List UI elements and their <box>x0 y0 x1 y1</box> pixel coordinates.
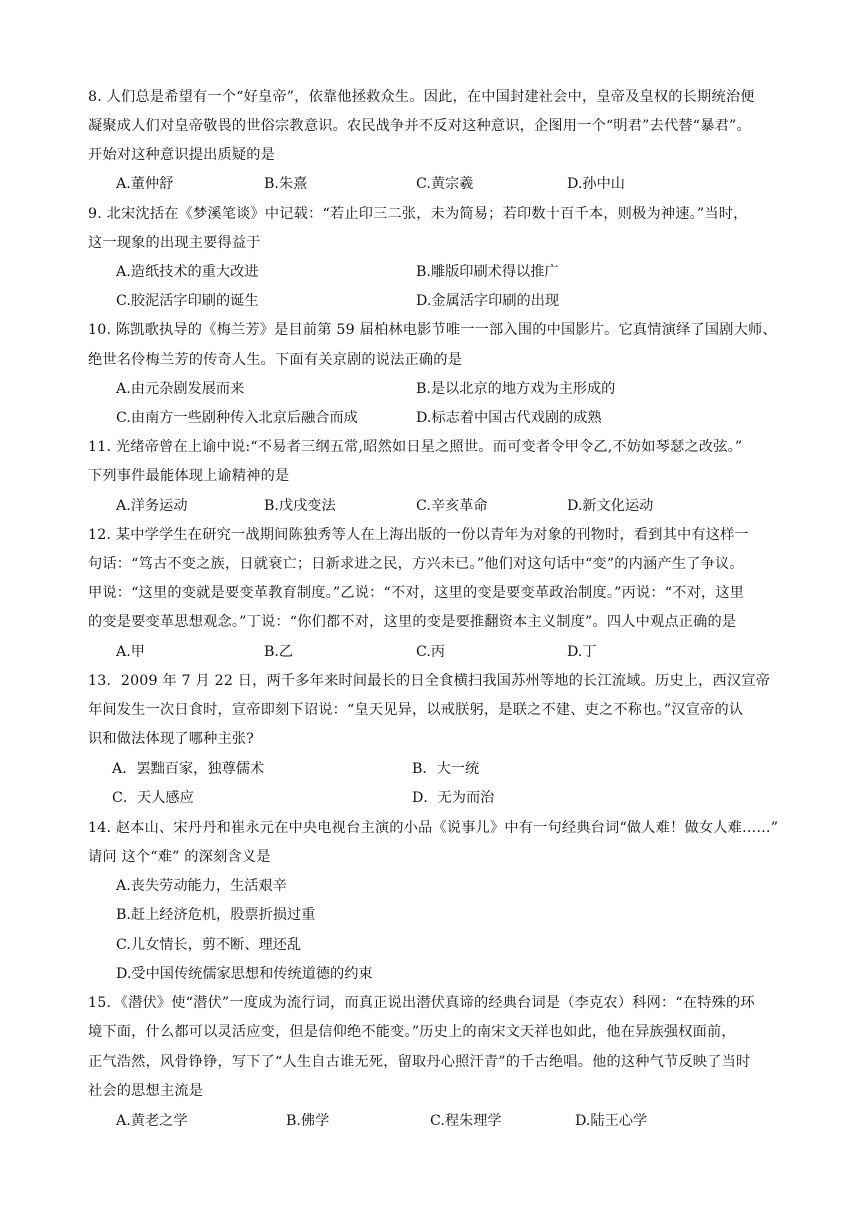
question-10-text-line-1: 10. 陈凯歌执导的《梅兰芳》是目前第 59 届柏林电影节唯一一部入围的中国影片。它真情演绎了国剧大师、 <box>88 322 777 338</box>
question-15-text-line-2: 境下面，什么都可以灵活应变，但是信仰绝不能变。”历史上的南宋文天祥也如此，他在异族强权面前， <box>88 1024 736 1040</box>
question-15-text-line-4: 社会的思想主流是 <box>88 1083 204 1099</box>
question-12-text-line-1: 12. 某中学学生在研究一战期间陈独秀等人在上海出版的一份以青年为对象的刊物时，看到其中有这样一 <box>88 527 749 543</box>
question-14-option-a: A.丧失劳动能力，生活艰辛 <box>116 878 287 894</box>
question-10-option-d: D.标志着中国古代戏剧的成熟 <box>416 410 602 426</box>
question-13-option-a: A．罢黜百家，独尊儒术 <box>112 761 265 777</box>
question-12-option-c: C.丙 <box>416 644 446 660</box>
question-15-text-line-3: 正气浩然，风骨铮铮，写下了“人生自古谁无死，留取丹心照汗青”的千古绝唱。他的这种气节反映了当时 <box>88 1054 751 1070</box>
question-8-option-d: D.孙中山 <box>567 176 625 192</box>
question-11-option-b: B.戊戌变法 <box>264 498 336 514</box>
question-14-text-line-1: 14. 赵本山、宋丹丹和崔永元在中央电视台主演的小品《说事儿》中有一句经典台词“做人难！做女人难……” <box>88 820 779 836</box>
question-8-text-line-1: 8. 人们总是希望有一个“好皇帝”，依靠他拯救众生。因此，在中国封建社会中，皇帝及皇权的长期统治便 <box>88 89 755 105</box>
question-8-option-a: A.董仲舒 <box>116 176 174 192</box>
question-15-text-line-1: 15．《潜伏》使“潜伏”一度成为流行词，而真正说出潜伏真谛的经典台词是（李克农）科网：“在特殊的环 <box>88 995 755 1011</box>
question-8-option-b: B.朱熹 <box>264 176 308 192</box>
question-11-option-c: C.辛亥革命 <box>416 498 488 514</box>
question-10-option-b: B.是以北京的地方戏为主形成的 <box>416 381 616 397</box>
question-14-option-c: C.儿女情长，剪不断、理还乱 <box>116 937 302 953</box>
question-12-text-line-2: 句话：“笃古不变之族，日就衰亡；日新求进之民，方兴未已。”他们对这句话中“变”的内涵产生了争议。 <box>88 556 744 572</box>
question-9-option-c: C.胶泥活字印刷的诞生 <box>116 293 259 309</box>
question-13-text-line-1: 13．2009 年 7 月 22 日，两千多年来时间最长的日全食横扫我国苏州等地的长江流域。历史上，西汉宣帝 <box>88 673 771 689</box>
question-13-option-b: B．大一统 <box>412 761 480 777</box>
question-9-option-a: A.造纸技术的重大改进 <box>116 264 259 280</box>
question-9-option-b: B.雕版印刷术得以推广 <box>416 264 559 280</box>
question-8-text-line-3: 开始对这种意识提出质疑的是 <box>88 147 276 163</box>
question-14-option-d: D.受中国传统儒家思想和传统道德的约束 <box>116 966 373 982</box>
question-8-option-c: C.黄宗羲 <box>416 176 474 192</box>
question-10-option-a: A.由元杂剧发展而来 <box>116 381 245 397</box>
question-13-text-line-2: 年间发生一次日食时，宣帝即刻下诏说：“皇天见异，以戒朕躬，是联之不建、吏之不称也。”汉宣帝的认 <box>88 702 744 718</box>
question-12-text-line-3: 甲说：“这里的变就是要变革教育制度。”乙说：“不对，这里的变是要变革政治制度。”丙说：“不对，这里 <box>88 585 745 601</box>
question-13-option-d: D．无为而治 <box>412 790 495 806</box>
question-9-text-line-2: 这一现象的出现主要得益于 <box>88 235 261 251</box>
question-14-text-line-2: 请问 这个“难” 的深刻含义是 <box>88 849 271 865</box>
question-12-text-line-4: 的变是要变革思想观念。”丁说：“你们都不对，这里的变是要推翻资本主义制度”。四人中观点正确的是 <box>88 614 737 630</box>
question-12-option-b: B.乙 <box>264 644 294 660</box>
question-15-option-a: A.黄老之学 <box>116 1113 188 1129</box>
question-10-option-c: C.由南方一些剧种传入北京后融合而成 <box>116 410 358 426</box>
question-10-text-line-2: 绝世名伶梅兰芳的传奇人生。下面有关京剧的说法正确的是 <box>88 352 463 368</box>
question-15-option-b: B.佛学 <box>286 1113 330 1129</box>
question-14-option-b: B.赶上经济危机，股票折损过重 <box>116 907 316 923</box>
question-8-text-line-2: 凝聚成人们对皇帝敬畏的世俗宗教意识。农民战争并不反对这种意识，企图用一个“明君”去代替“暴君”。 <box>88 118 751 134</box>
question-11-text-line-2: 下列事件最能体现上谕精神的是 <box>88 468 290 484</box>
question-12-option-a: A.甲 <box>116 644 145 660</box>
question-9-text-line-1: 9. 北宋沈括在《梦溪笔谈》中记载：“若止印三二张，未为简易；若印数十百千本，则极为神速。”当时， <box>88 206 748 222</box>
question-15-option-c: C.程朱理学 <box>430 1113 502 1129</box>
question-13-text-line-3: 识和做法体现了哪种主张? <box>88 731 255 747</box>
question-13-option-c: C．天人感应 <box>112 790 194 806</box>
question-9-option-d: D.金属活字印刷的出现 <box>416 293 560 309</box>
question-11-option-a: A.洋务运动 <box>116 498 188 514</box>
question-15-option-d: D.陆王心学 <box>575 1113 648 1129</box>
question-12-option-d: D.丁 <box>567 644 597 660</box>
question-11-option-d: D.新文化运动 <box>567 498 654 514</box>
question-11-text-line-1: 11. 光绪帝曾在上谕中说:“不易者三纲五常,昭然如日星之照世。而可变者令甲令乙,不妨如琴瑟之改弦。” <box>88 439 743 455</box>
